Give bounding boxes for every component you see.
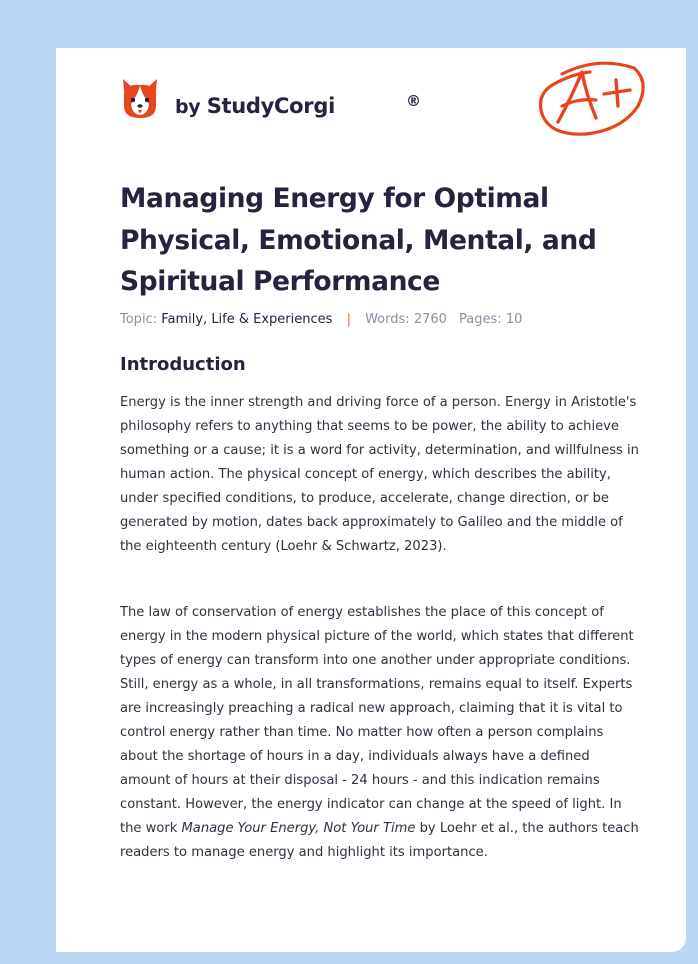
paragraph-2-text-after: by Loehr et al., the authors teach readers to manage energy and highlight its importance. [120, 821, 639, 860]
book-title: Manage Your Energy, Not Your Time [181, 821, 416, 836]
document-page [56, 48, 686, 952]
brand-studycorgi: StudyCorgi [206, 94, 335, 118]
meta-separator: | [346, 312, 351, 327]
words-label: Words: [365, 312, 410, 327]
page-title: Managing Energy for Optimal Physical, Emotional, Mental, and Spiritual Performance [120, 183, 597, 297]
paragraph-2 [120, 601, 640, 865]
pages-label: Pages: [459, 312, 502, 327]
document-meta [120, 312, 522, 327]
registered-mark: ® [406, 92, 421, 110]
paragraph-1: Energy is the inner strength and driving force of a person. Energy in Aristotle's philosophy refers to anything that seems to be power, the ability to achieve something or a cause; it is a word for activity, determination, and willfulness in human action. The physical concept of energy, which describes the ability, under specified conditions, to produce, accelerate, change direction, or be generated by motion, dates back approximately to Galileo and the middle of the eighteenth century (Loehr & Schwartz, 2023). [120, 395, 639, 554]
section-heading: Introduction [120, 354, 246, 375]
words-value: 2760 [413, 312, 447, 327]
pages-value: 10 [505, 312, 523, 327]
paragraph-2-text-before: The law of conservation of energy establishes the place of this concept of energy in the modern physical picture of the world, which states that different types of energy can transform into one another under appropriate conditions. Still, energy as a whole, in all transformations, remains equal to itself. Experts are increasingly preaching a radical new approach, claiming that it is vital to control energy rather than time. No matter how often a person complains about the shortage of hours in a day, individuals always have a defined amount of hours at their disposal - 24 hours - and this indication remains constant. However, the energy indicator can change at the speed of light. In the work [120, 605, 634, 836]
brand-name[interactable] [175, 94, 335, 118]
topic-label: Topic: [120, 312, 158, 327]
topic-link[interactable]: Family, Life & Experiences [161, 312, 333, 327]
brand-by: by [175, 96, 207, 118]
a-plus-grade-icon [538, 58, 648, 140]
corgi-logo-icon[interactable] [120, 76, 160, 122]
